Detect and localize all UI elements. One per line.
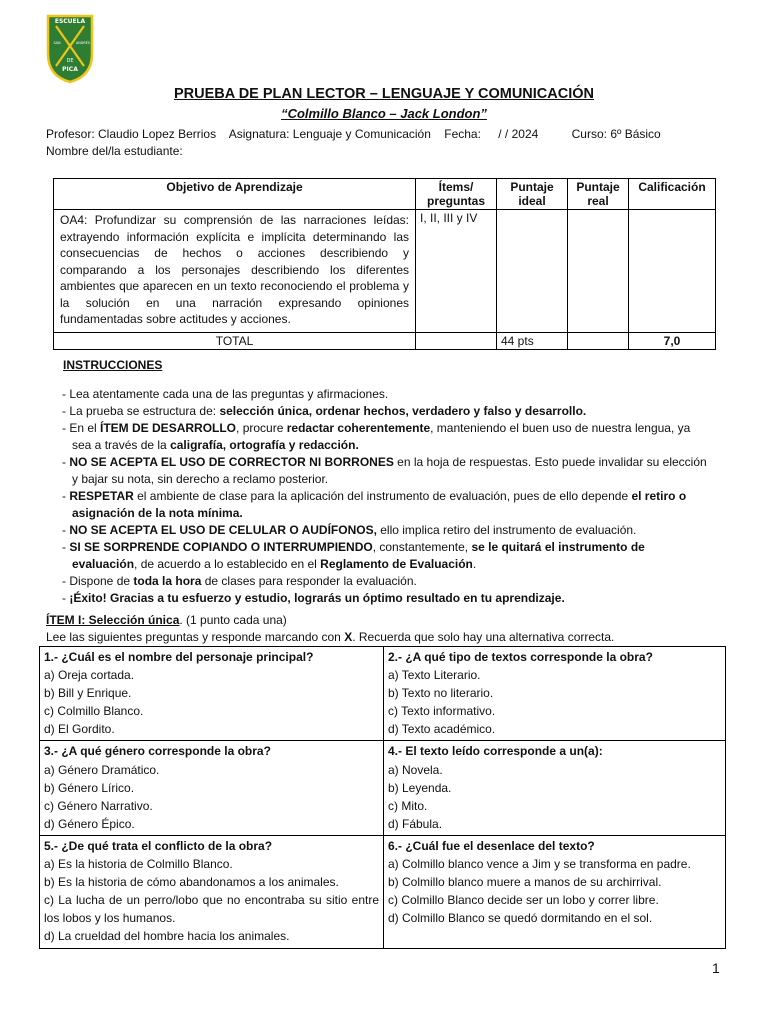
question-6 bbox=[384, 835, 726, 948]
answer-option[interactable]: a) Colmillo blanco vence a Jim y se transforma en padre. bbox=[388, 857, 691, 872]
real-score-header: Puntaje real bbox=[568, 179, 629, 210]
items-header: Ítems/ preguntas bbox=[416, 179, 497, 210]
question-text: 3.- ¿A qué género corresponde la obra? bbox=[44, 744, 271, 759]
answer-option[interactable]: c) Mito. bbox=[388, 798, 428, 813]
instructions-list bbox=[62, 386, 712, 607]
answer-option[interactable]: a) Género Dramático. bbox=[44, 762, 160, 777]
course-name: Curso: 6º Básico bbox=[571, 127, 661, 141]
answer-option[interactable]: b) Es la historia de cómo abandonamos a los animales. bbox=[44, 875, 339, 890]
answer-option[interactable]: a) Oreja cortada. bbox=[44, 668, 135, 683]
answer-option[interactable]: c) Colmillo Blanco. bbox=[44, 704, 144, 719]
question-text: 5.- ¿De qué trata el conflicto de la obra? bbox=[44, 838, 273, 853]
answer-option[interactable]: c) La lucha de un perro/lobo que no encontraba su sitio entre los lobos y los humanos. bbox=[44, 893, 379, 926]
question-text: 6.- ¿Cuál fue el desenlace del texto? bbox=[388, 838, 595, 853]
instruction-item: - RESPETAR el ambiente de clase para la aplicación del instrumento de evaluación, pues de ello depende el retiro o asignación de la nota mínima. bbox=[62, 489, 687, 520]
question-3 bbox=[40, 741, 384, 835]
date-label: Fecha: bbox=[444, 127, 481, 141]
question-text: 4.- El texto leído corresponde a un(a): bbox=[388, 744, 603, 759]
question-row bbox=[40, 647, 726, 741]
ideal-score-header: Puntaje ideal bbox=[497, 179, 568, 210]
instruction-item: - Lea atentamente cada una de las preguntas y afirmaciones. bbox=[62, 387, 389, 401]
question-row bbox=[40, 835, 726, 948]
items-value: I, II, III y IV bbox=[416, 210, 497, 333]
page-number: 1 bbox=[712, 960, 720, 976]
total-items-cell bbox=[416, 333, 497, 350]
answer-option[interactable]: c) Texto informativo. bbox=[388, 704, 496, 719]
question-text: 1.- ¿Cuál es el nombre del personaje principal? bbox=[44, 650, 314, 664]
answer-option[interactable]: d) La crueldad del hombre hacia los animales. bbox=[44, 929, 290, 944]
instruction-item: - La prueba se estructura de: selección única, ordenar hechos, verdadero y falso y desarrollo. bbox=[62, 404, 587, 418]
item-one-title: ÍTEM I: Selección única. (1 punto cada una) bbox=[46, 613, 287, 627]
student-name-label: Nombre del/la estudiante: bbox=[46, 144, 183, 158]
answer-option[interactable]: b) Texto no literario. bbox=[388, 686, 494, 701]
total-real-cell bbox=[568, 333, 629, 350]
question-4 bbox=[384, 741, 726, 835]
objective-header: Objetivo de Aprendizaje bbox=[54, 179, 416, 210]
question-5 bbox=[40, 835, 384, 948]
instruction-item: - En el ÍTEM DE DESARROLLO, procure redactar coherentemente, manteniendo el buen uso de nuestra lengua, ya sea a través de la caligrafía, ortografía y redacción. bbox=[62, 421, 691, 452]
question-row bbox=[40, 741, 726, 835]
crest-text-top: ESCUELA bbox=[54, 18, 86, 25]
subject-name: Asignatura: Lenguaje y Comunicación bbox=[228, 127, 431, 141]
header-info-line bbox=[46, 127, 671, 141]
answer-option[interactable]: a) Novela. bbox=[388, 762, 443, 777]
question-1 bbox=[40, 647, 384, 741]
total-row bbox=[54, 333, 716, 350]
book-subtitle: “Colmillo Blanco – Jack London” bbox=[281, 106, 487, 121]
crest-text-lower: DE bbox=[66, 58, 74, 64]
question-text: 2.- ¿A qué tipo de textos corresponde la obra? bbox=[388, 650, 653, 664]
real-score-cell bbox=[568, 210, 629, 333]
question-2 bbox=[384, 647, 726, 741]
instruction-item: - SI SE SORPRENDE COPIANDO O INTERRUMPIENDO, constantemente, se le quitará el instrumento de evaluación, de acuerdo a lo establecido en el Reglamento de Evaluación. bbox=[62, 540, 645, 571]
crest-text-bottom: PICA bbox=[62, 66, 78, 73]
objective-row bbox=[54, 210, 716, 333]
answer-option[interactable]: b) Bill y Enrique. bbox=[44, 686, 132, 701]
answer-option[interactable]: d) El Gordito. bbox=[44, 722, 115, 737]
answer-option[interactable]: c) Colmillo Blanco decide ser un lobo y correr libre. bbox=[388, 893, 659, 908]
instructions-title: INSTRUCCIONES bbox=[63, 358, 163, 372]
answer-option[interactable]: b) Leyenda. bbox=[388, 780, 452, 795]
instruction-item: - NO SE ACEPTA EL USO DE CELULAR O AUDÍFONOS, ello implica retiro del instrumento de evaluación. bbox=[62, 523, 637, 537]
test-title: PRUEBA DE PLAN LECTOR – LENGUAJE Y COMUNICACIÓN bbox=[173, 86, 594, 102]
objective-table-header-row bbox=[54, 179, 716, 210]
answer-option[interactable]: d) Fábula. bbox=[388, 816, 443, 831]
ideal-score-cell bbox=[497, 210, 568, 333]
total-label: TOTAL bbox=[54, 333, 416, 350]
answer-option[interactable]: a) Texto Literario. bbox=[388, 668, 481, 683]
grade-header: Calificación bbox=[629, 179, 716, 210]
answer-option[interactable]: d) Género Épico. bbox=[44, 816, 135, 831]
teacher-name: Profesor: Claudio Lopez Berrios bbox=[46, 127, 217, 141]
crest-text-left: SAN bbox=[53, 41, 61, 45]
objective-text: OA4: Profundizar su comprensión de las narraciones leídas: extrayendo información explícita e implícita determinando las consecuencias de hechos o acciones describiendo y comparando a los personajes describiendo los diferentes ambientes que aparecen en un texto reconociendo el problema y la solución en una narración expresando opiniones fundamentadas sobre actitudes y acciones. bbox=[54, 210, 416, 333]
school-crest-logo bbox=[45, 14, 95, 84]
grade-cell bbox=[629, 210, 716, 333]
answer-option[interactable]: d) Texto académico. bbox=[388, 722, 496, 737]
date-value: / / 2024 bbox=[498, 127, 539, 141]
questions-table bbox=[39, 646, 726, 949]
total-points: 44 pts bbox=[497, 333, 568, 350]
objective-table bbox=[53, 178, 716, 350]
answer-option[interactable]: b) Colmillo blanco muere a manos de su archirrival. bbox=[388, 875, 662, 890]
crest-text-right: ANDRÉS bbox=[75, 41, 91, 45]
total-grade: 7,0 bbox=[629, 333, 716, 350]
answer-option[interactable]: c) Género Narrativo. bbox=[44, 798, 153, 813]
answer-option[interactable]: a) Es la historia de Colmillo Blanco. bbox=[44, 857, 233, 872]
answer-option[interactable]: b) Género Lírico. bbox=[44, 780, 135, 795]
instruction-item: - NO SE ACEPTA EL USO DE CORRECTOR NI BORRONES en la hoja de respuestas. Esto puede invalidar su elección y bajar su nota, sin derecho a reclamo posterior. bbox=[62, 455, 707, 486]
answer-option[interactable]: d) Colmillo Blanco se quedó dormitando en el sol. bbox=[388, 911, 653, 926]
instruction-item: - Dispone de toda la hora de clases para responder la evaluación. bbox=[62, 574, 417, 588]
instruction-item: - ¡Éxito! Gracias a tu esfuerzo y estudio, lograrás un óptimo resultado en tu aprendizaje. bbox=[62, 591, 565, 605]
item-one-instructions: Lee las siguientes preguntas y responde marcando con X. Recuerda que solo hay una alternativa correcta. bbox=[46, 630, 615, 644]
